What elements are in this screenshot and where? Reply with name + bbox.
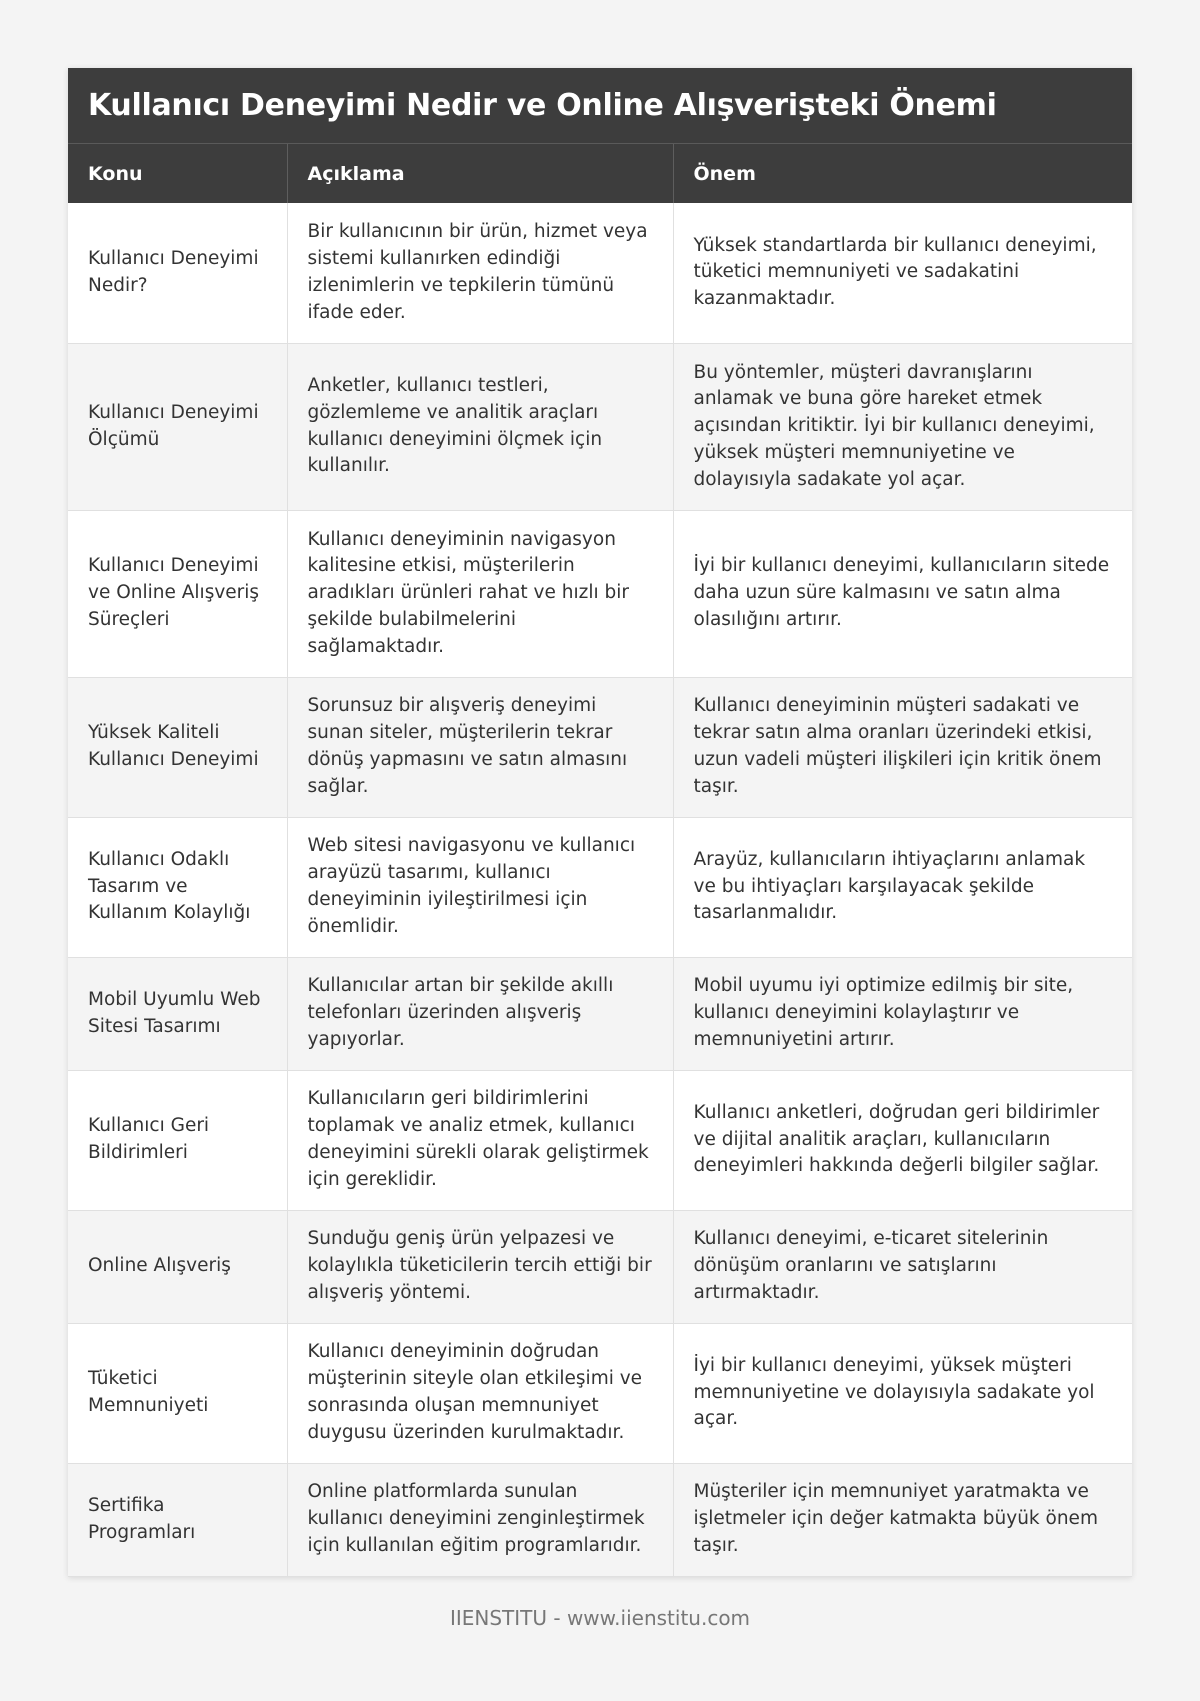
cell-onem: İyi bir kullanıcı deneyimi, kullanıcıların sitede daha uzun süre kalmasını ve satın alma olasılığını artırır. bbox=[673, 510, 1132, 677]
table-row bbox=[68, 1210, 1132, 1323]
table-row bbox=[68, 817, 1132, 957]
table-row bbox=[68, 1070, 1132, 1210]
cell-aciklama: Bir kullanıcının bir ürün, hizmet veya sistemi kullanırken edindiği izlenimlerin ve tepkilerin tümünü ifade eder. bbox=[287, 203, 673, 343]
table-row bbox=[68, 677, 1132, 817]
cell-konu: Yüksek Kaliteli Kullanıcı Deneyimi bbox=[68, 677, 287, 817]
cell-aciklama: Anketler, kullanıcı testleri, gözlemleme ve analitik araçları kullanıcı deneyimini ölçmek için kullanılır. bbox=[287, 343, 673, 510]
cell-onem: Kullanıcı anketleri, doğrudan geri bildirimler ve dijital analitik araçları, kullanıcıların deneyimleri hakkında değerli bilgiler sağlar. bbox=[673, 1070, 1132, 1210]
header-aciklama: Açıklama bbox=[287, 144, 673, 203]
header-onem: Önem bbox=[673, 144, 1132, 203]
footer-credit: IIENSTITU - www.iienstitu.com bbox=[449, 1606, 751, 1630]
info-table bbox=[68, 144, 1132, 1577]
page-title: Kullanıcı Deneyimi Nedir ve Online Alışverişteki Önemi bbox=[88, 88, 997, 123]
cell-aciklama: Kullanıcı deneyiminin doğrudan müşterinin siteyle olan etkileşimi ve sonrasında oluşan memnuniyet duygusu üzerinden kurulmaktadır. bbox=[287, 1323, 673, 1463]
cell-aciklama: Online platformlarda sunulan kullanıcı deneyimini zenginleştirmek için kullanılan eğitim programlarıdır. bbox=[287, 1463, 673, 1576]
cell-aciklama: Kullanıcıların geri bildirimlerini toplamak ve analiz etmek, kullanıcı deneyimini sürekli olarak geliştirmek için gereklidir. bbox=[287, 1070, 673, 1210]
cell-konu: Kullanıcı Geri Bildirimleri bbox=[68, 1070, 287, 1210]
cell-konu: Sertifika Programları bbox=[68, 1463, 287, 1576]
cell-onem: Kullanıcı deneyimi, e-ticaret sitelerinin dönüşüm oranlarını ve satışlarını artırmaktadır. bbox=[673, 1210, 1132, 1323]
header-row bbox=[68, 144, 1132, 203]
cell-konu: Mobil Uyumlu Web Sitesi Tasarımı bbox=[68, 957, 287, 1070]
title-bar bbox=[68, 68, 1132, 144]
table-row bbox=[68, 957, 1132, 1070]
cell-onem: Bu yöntemler, müşteri davranışlarını anlamak ve buna göre hareket etmek açısından kritiktir. İyi bir kullanıcı deneyimi, yüksek müşteri memnuniyetine ve dolayısıyla sadakate yol açar. bbox=[673, 343, 1132, 510]
cell-konu: Kullanıcı Deneyimi Nedir? bbox=[68, 203, 287, 343]
cell-konu: Kullanıcı Odaklı Tasarım ve Kullanım Kolaylığı bbox=[68, 817, 287, 957]
table-row bbox=[68, 343, 1132, 510]
header-konu: Konu bbox=[68, 144, 287, 203]
table-body bbox=[68, 203, 1132, 1576]
cell-onem: Müşteriler için memnuniyet yaratmakta ve işletmeler için değer katmakta büyük önem taşır. bbox=[673, 1463, 1132, 1576]
table-row bbox=[68, 1323, 1132, 1463]
cell-onem: İyi bir kullanıcı deneyimi, yüksek müşteri memnuniyetine ve dolayısıyla sadakate yol açar. bbox=[673, 1323, 1132, 1463]
cell-onem: Arayüz, kullanıcıların ihtiyaçlarını anlamak ve bu ihtiyaçları karşılayacak şekilde tasarlanmalıdır. bbox=[673, 817, 1132, 957]
content-card bbox=[68, 68, 1132, 1577]
table-row bbox=[68, 203, 1132, 343]
cell-onem: Mobil uyumu iyi optimize edilmiş bir site, kullanıcı deneyimini kolaylaştırır ve memnuniyetini artırır. bbox=[673, 957, 1132, 1070]
cell-aciklama: Kullanıcılar artan bir şekilde akıllı telefonları üzerinden alışveriş yapıyorlar. bbox=[287, 957, 673, 1070]
cell-konu: Online Alışveriş bbox=[68, 1210, 287, 1323]
table-header bbox=[68, 144, 1132, 203]
cell-aciklama: Web sitesi navigasyonu ve kullanıcı arayüzü tasarımı, kullanıcı deneyiminin iyileştirilmesi için önemlidir. bbox=[287, 817, 673, 957]
cell-aciklama: Kullanıcı deneyiminin navigasyon kalitesine etkisi, müşterilerin aradıkları ürünleri rahat ve hızlı bir şekilde bulabilmelerini sağlamaktadır. bbox=[287, 510, 673, 677]
cell-aciklama: Sorunsuz bir alışveriş deneyimi sunan siteler, müşterilerin tekrar dönüş yapmasını ve satın almasını sağlar. bbox=[287, 677, 673, 817]
cell-aciklama: Sunduğu geniş ürün yelpazesi ve kolaylıkla tüketicilerin tercih ettiği bir alışveriş yöntemi. bbox=[287, 1210, 673, 1323]
table-row bbox=[68, 510, 1132, 677]
cell-konu: Kullanıcı Deneyimi Ölçümü bbox=[68, 343, 287, 510]
table-row bbox=[68, 1463, 1132, 1576]
cell-onem: Kullanıcı deneyiminin müşteri sadakati ve tekrar satın alma oranları üzerindeki etkisi, uzun vadeli müşteri ilişkileri için kritik önem taşır. bbox=[673, 677, 1132, 817]
cell-konu: Kullanıcı Deneyimi ve Online Alışveriş Süreçleri bbox=[68, 510, 287, 677]
cell-konu: Tüketici Memnuniyeti bbox=[68, 1323, 287, 1463]
cell-onem: Yüksek standartlarda bir kullanıcı deneyimi, tüketici memnuniyeti ve sadakatini kazanmaktadır. bbox=[673, 203, 1132, 343]
